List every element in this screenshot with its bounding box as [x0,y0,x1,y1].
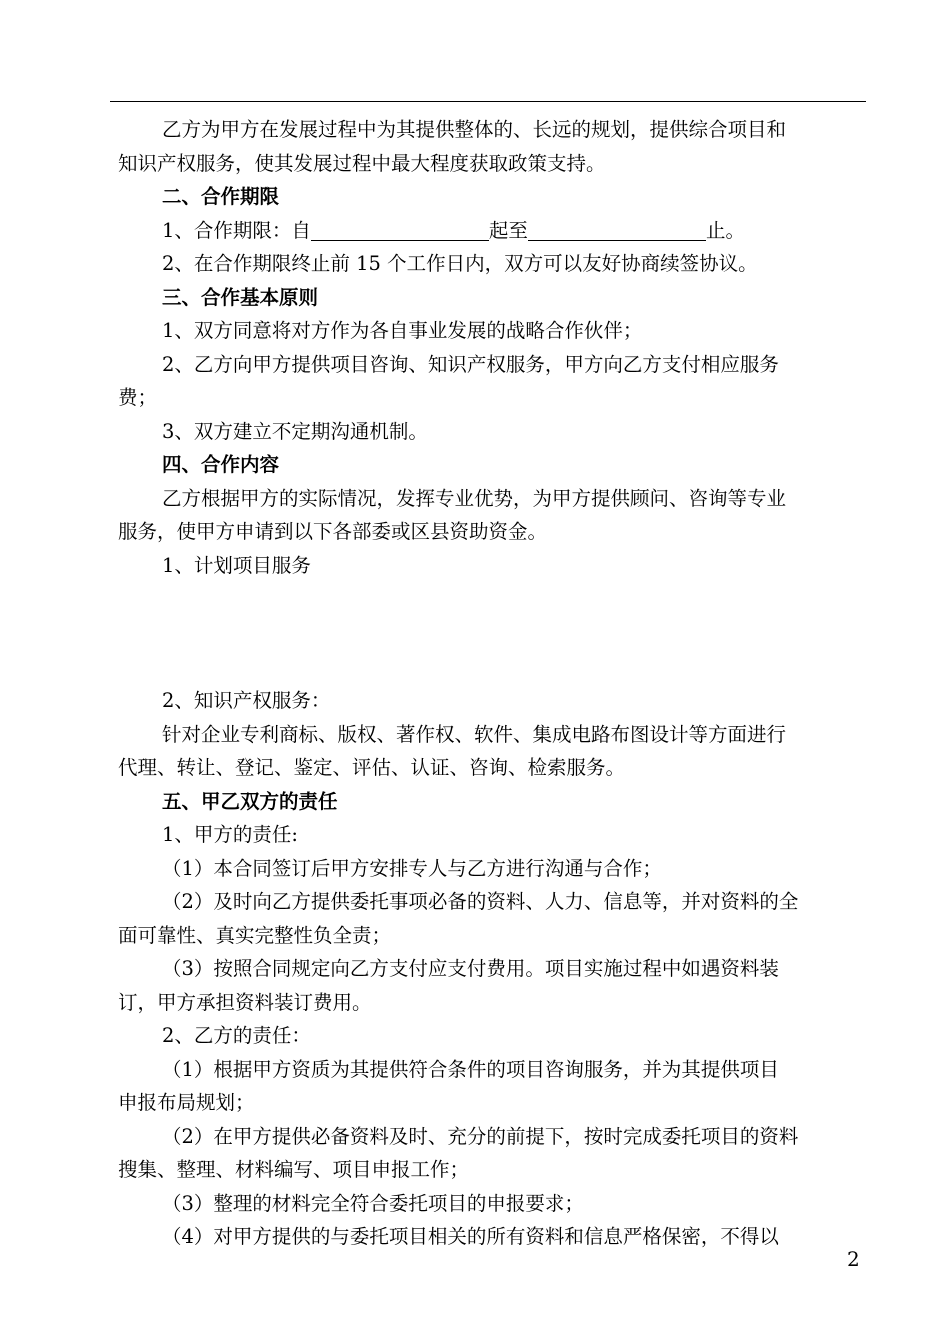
content-para-line-1: 乙方根据甲方的实际情况，发挥专业优势，为甲方提供顾问、咨询等专业 [162,486,787,510]
section5-heading: 五、甲乙双方的责任 [162,789,338,813]
party-b-item-1-line-2: 申报布局规划； [118,1091,255,1114]
term-suffix: 止。 [705,218,745,242]
content-item-1: 1、计划项目服务 [162,553,311,577]
principle-item-2-line-1: 2、乙方向甲方提供项目咨询、知识产权服务，甲方向乙方支付相应服务 [162,352,779,376]
party-a-item-2-line-1: （2）及时向乙方提供委托事项必备的资料、人力、信息等，并对资料的全 [162,890,799,913]
section3-heading: 三、合作基本原则 [162,285,319,309]
party-a-item-2-line-2: 面可靠性、真实完整性负全责； [118,923,392,947]
term-prefix: 1、合作期限：自 [162,218,311,242]
party-b-item-2-line-1: （2）在甲方提供必备资料及时、充分的前提下，按时完成委托项目的资料 [162,1124,799,1148]
party-a-item-3-line-1: （3）按照合同规定向乙方支付应支付费用。项目实施过程中如遇资料装 [162,957,779,980]
end-date-blank [528,218,706,241]
party-a-item-1: （1）本合同签订后甲方安排专人与乙方进行沟通与合作； [162,856,662,880]
principle-item-1: 1、双方同意将对方作为各自事业发展的战略合作伙伴； [162,319,643,342]
principle-item-2-line-2: 费； [118,386,158,409]
party-a-heading: 1、甲方的责任: [162,823,298,846]
start-date-blank [311,218,489,241]
content-item-2: 2、知识产权服务： [162,689,331,712]
content-para-line-2: 服务，使甲方申请到以下各部委或区县资助资金。 [118,520,548,543]
party-b-item-4: （4）对甲方提供的与委托项目相关的所有资料和信息严格保密，不得以 [162,1225,779,1248]
blank-space [118,582,860,684]
term-mid: 起至 [488,218,528,242]
intro-line-2: 知识产权服务，使其发展过程中最大程度获取政策支持。 [118,151,606,175]
principle-item-3: 3、双方建立不定期沟通机制。 [162,419,428,443]
party-b-heading: 2、乙方的责任： [162,1024,311,1047]
party-b-item-2-line-2: 搜集、整理、材料编写、项目申报工作； [118,1158,470,1181]
content-item-2-desc-line-2: 代理、转让、登记、鉴定、评估、认证、咨询、检索服务。 [118,756,626,779]
party-b-item-3: （3）整理的材料完全符合委托项目的申报要求； [162,1191,584,1215]
term-item-1 [118,214,860,248]
term-item-2: 2、在合作期限终止前 15 个工作日内，双方可以友好协商续签协议。 [162,252,758,275]
page-number: 2 [847,1247,860,1271]
section4-heading: 四、合作内容 [162,453,280,476]
document-body [118,113,860,1254]
party-a-item-3-line-2: 订，甲方承担资料装订费用。 [118,990,372,1014]
content-item-2-desc-line-1: 针对企业专利商标、版权、著作权、软件、集成电路布图设计等方面进行 [162,722,787,746]
header-rule [110,101,866,102]
party-b-item-1-line-1: （1）根据甲方资质为其提供符合条件的项目咨询服务，并为其提供项目 [162,1057,779,1081]
intro-line-1: 乙方为甲方在发展过程中为其提供整体的、长远的规划，提供综合项目和 [162,118,787,141]
section2-heading: 二、合作期限 [162,185,280,208]
